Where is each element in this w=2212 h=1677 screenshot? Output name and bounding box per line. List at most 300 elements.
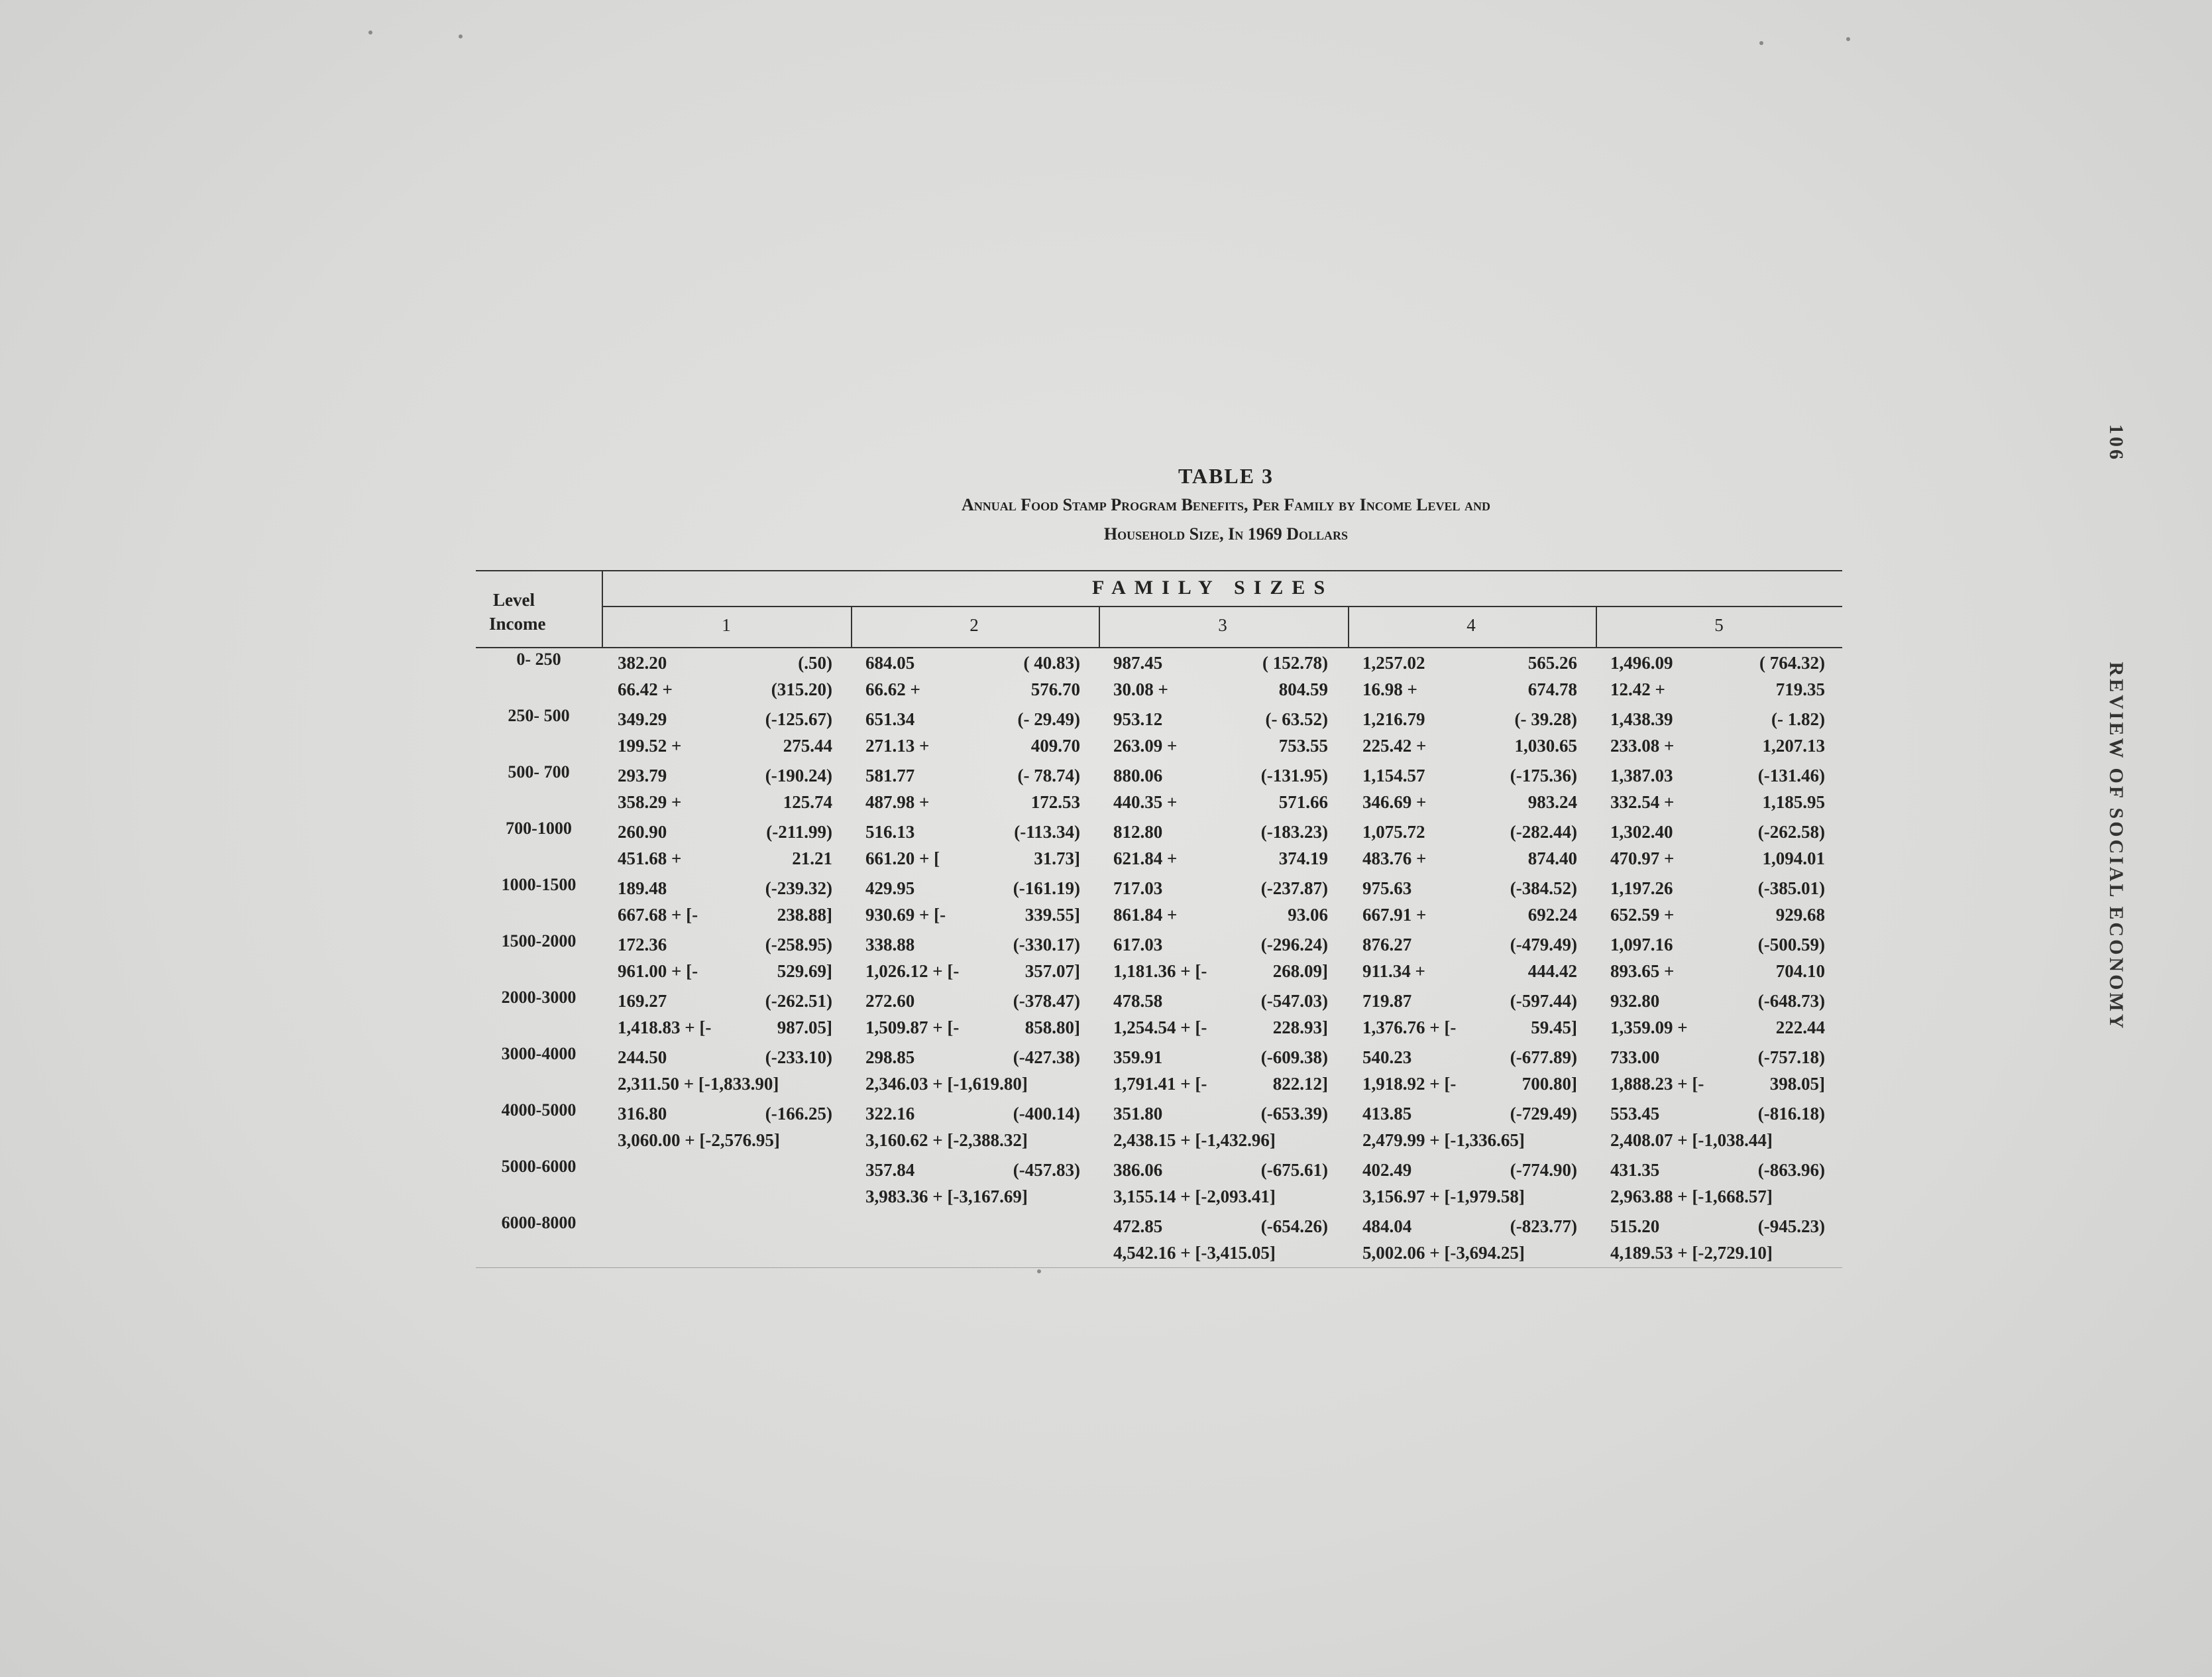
cell-value-right: (-609.38) (1260, 1047, 1328, 1067)
cell-line (851, 676, 1097, 703)
cell-value-left: 812.80 (1113, 822, 1163, 842)
cell-value-right: 529.69] (777, 961, 832, 981)
benefit-cell (1099, 1100, 1345, 1155)
benefit-cell (1596, 819, 1842, 873)
cell-value-left: 199.52 + (618, 736, 682, 756)
cell-line (1099, 1014, 1345, 1041)
cell-value-right: (-385.01) (1757, 878, 1825, 898)
cell-value-left: 1,387.03 (1610, 766, 1673, 785)
cell-line (1099, 762, 1345, 789)
benefit-cell (851, 650, 1097, 704)
cell-value-left: 2,438.15 + [-1,432.96] (1113, 1130, 1276, 1150)
cell-value-left: 30.08 + (1113, 679, 1168, 699)
benefit-cell (1596, 650, 1842, 704)
cell-value-left: 1,216.79 (1362, 709, 1425, 729)
side-header (2107, 424, 2127, 1220)
benefit-cell (1348, 650, 1594, 704)
cell-value-left: 349.29 (618, 709, 667, 729)
column-divider (1099, 607, 1100, 647)
cell-line (1099, 988, 1345, 1014)
cell-line (1348, 931, 1594, 958)
cell-value-right: 222.44 (1775, 1017, 1825, 1037)
benefit-cell (1099, 650, 1345, 704)
cell-value-right: (-282.44) (1510, 822, 1577, 842)
cell-line (851, 1157, 1097, 1183)
cell-line (603, 1240, 850, 1266)
cell-value-left: 987.45 (1113, 653, 1163, 673)
cell-value-right: (-823.77) (1510, 1216, 1577, 1236)
income-level-label: 250- 500 (508, 706, 570, 725)
column-header-size-5: 5 (1714, 615, 1724, 635)
cell-value-right: 987.05] (777, 1017, 832, 1037)
cell-value-left: 3,155.14 + [-2,093.41] (1113, 1186, 1276, 1206)
cell-value-right: 357.07] (1024, 961, 1080, 981)
cell-line (1596, 819, 1842, 845)
benefit-cell (1596, 875, 1842, 929)
cell-line (1099, 1183, 1345, 1210)
cell-value-left: 1,509.87 + [- (865, 1017, 960, 1037)
cell-value-right: 409.70 (1030, 736, 1080, 756)
cell-value-right: (-457.83) (1013, 1160, 1080, 1180)
cell-line (1596, 1014, 1842, 1041)
cell-value-left: 553.45 (1610, 1104, 1660, 1124)
cell-value-left: 667.91 + (1362, 905, 1427, 925)
cell-line (1099, 676, 1345, 703)
cell-value-left: 272.60 (865, 991, 915, 1011)
cell-value-left: 413.85 (1362, 1104, 1412, 1124)
cell-line (603, 931, 850, 958)
cell-line (1596, 1213, 1842, 1240)
column-header-size-4: 4 (1466, 615, 1476, 635)
cell-line (1099, 1044, 1345, 1070)
cell-value-right: 238.88] (777, 905, 832, 925)
income-level-label: 700-1000 (506, 819, 572, 838)
cell-value-left: 930.69 + [- (865, 905, 946, 925)
cell-line (851, 706, 1097, 732)
cell-line (851, 1100, 1097, 1127)
cell-value-left: 932.80 (1610, 991, 1660, 1011)
column-header-size-1: 1 (722, 615, 731, 635)
cell-value-right: (-479.49) (1510, 935, 1577, 954)
cell-value-right: (-945.23) (1757, 1216, 1825, 1236)
benefit-cell (1099, 706, 1345, 760)
benefit-cell (1348, 706, 1594, 760)
cell-value-right: 929.68 (1775, 905, 1825, 925)
cell-line (603, 1183, 850, 1210)
cell-value-left: 3,060.00 + [-2,576.95] (618, 1130, 780, 1150)
cell-value-right: (-675.61) (1260, 1160, 1328, 1180)
cell-value-right: (-125.67) (765, 709, 832, 729)
cell-value-left: 357.84 (865, 1160, 915, 1180)
cell-value-left: 733.00 (1610, 1047, 1660, 1067)
cell-value-left: 1,918.92 + [- (1362, 1074, 1457, 1094)
benefit-cell (603, 762, 850, 817)
cell-value-right: 93.06 (1288, 905, 1328, 925)
cell-line (1099, 958, 1345, 984)
cell-value-left: 470.97 + (1610, 848, 1675, 868)
cell-line (1348, 958, 1594, 984)
cell-line (1596, 762, 1842, 789)
cell-value-left: 1,791.41 + [- (1113, 1074, 1207, 1094)
cell-value-left: 1,097.16 (1610, 935, 1673, 954)
cell-line (851, 845, 1097, 872)
cell-value-left: 66.42 + (618, 679, 673, 699)
cell-value-left: 316.80 (618, 1104, 667, 1124)
income-level-label: 3000-4000 (501, 1044, 577, 1063)
cell-value-right: 692.24 (1527, 905, 1577, 925)
cell-value-right: (-239.32) (765, 878, 832, 898)
cell-value-right: 1,094.01 (1762, 848, 1825, 868)
cell-value-right: (-400.14) (1013, 1104, 1080, 1124)
cell-value-left: 953.12 (1113, 709, 1163, 729)
cell-line (1099, 1213, 1345, 1240)
cell-value-left: 975.63 (1362, 878, 1412, 898)
cell-value-right: 268.09] (1272, 961, 1328, 981)
cell-value-left: 4,542.16 + [-3,415.05] (1113, 1243, 1276, 1263)
cell-value-right: (-113.34) (1014, 822, 1080, 842)
cell-value-right: 700.80] (1521, 1074, 1577, 1094)
cell-line (1348, 650, 1594, 676)
cell-value-left: 2,408.07 + [-1,038.44] (1610, 1130, 1773, 1150)
cell-value-left: 358.29 + (618, 792, 682, 812)
cell-value-left: 4,189.53 + [-2,729.10] (1610, 1243, 1773, 1263)
cell-value-left: 1,026.12 + [- (865, 961, 960, 981)
cell-line (1099, 845, 1345, 872)
cell-value-right: 874.40 (1527, 848, 1577, 868)
cell-value-left: 5,002.06 + [-3,694.25] (1362, 1243, 1525, 1263)
cell-line (851, 931, 1097, 958)
cell-line (1099, 650, 1345, 676)
cell-line (603, 819, 850, 845)
benefit-cell (851, 988, 1097, 1042)
cell-value-right: (-384.52) (1510, 878, 1577, 898)
cell-value-right: (-175.36) (1510, 766, 1577, 785)
benefit-cell (1099, 1157, 1345, 1211)
cell-value-right: (-237.87) (1260, 878, 1328, 898)
cell-value-right: (-131.46) (1757, 766, 1825, 785)
benefit-cell (1099, 988, 1345, 1042)
benefit-cell (1348, 1044, 1594, 1098)
cell-value-right: 704.10 (1775, 961, 1825, 981)
cell-line (1099, 1240, 1345, 1266)
cell-line (603, 789, 850, 815)
cell-value-right: (-863.96) (1757, 1160, 1825, 1180)
benefit-cell (1348, 1100, 1594, 1155)
cell-line (1596, 988, 1842, 1014)
table-caption-line-1: Annual Food Stamp Program Benefits, Per Family by Income Level and (961, 495, 1491, 514)
cell-value-right: 983.24 (1527, 792, 1577, 812)
benefit-cell (603, 1100, 850, 1155)
cell-value-left: 487.98 + (865, 792, 930, 812)
cell-value-left: 66.62 + (865, 679, 920, 699)
cell-value-left: 667.68 + [- (618, 905, 698, 925)
cell-value-left: 260.90 (618, 822, 667, 842)
cell-line (1596, 676, 1842, 703)
cell-value-right: 59.45] (1531, 1017, 1577, 1037)
cell-line (851, 1070, 1097, 1097)
benefit-cell (1348, 875, 1594, 929)
cell-value-left: 169.27 (618, 991, 667, 1011)
cell-value-right: ( 40.83) (1023, 653, 1080, 673)
cell-value-left: 263.09 + (1113, 736, 1178, 756)
cell-line (1348, 1157, 1594, 1183)
cell-value-right: 576.70 (1030, 679, 1080, 699)
cell-value-left: 893.65 + (1610, 961, 1675, 981)
cell-line (603, 1127, 850, 1153)
table-bottom-rule (476, 1267, 1842, 1268)
cell-value-right: (-816.18) (1757, 1104, 1825, 1124)
cell-value-left: 2,963.88 + [-1,668.57] (1610, 1186, 1773, 1206)
cell-line (851, 958, 1097, 984)
cell-line (1348, 762, 1594, 789)
top-rule (476, 570, 1842, 571)
cell-value-right: (- 78.74) (1017, 766, 1080, 785)
cell-value-right: 804.59 (1278, 679, 1328, 699)
cell-value-left: 322.16 (865, 1104, 915, 1124)
cell-line (1348, 732, 1594, 759)
benefit-cell (1596, 1157, 1842, 1211)
cell-value-right: (315.20) (771, 679, 832, 699)
cell-line (1596, 650, 1842, 676)
cell-value-right: 444.42 (1527, 961, 1577, 981)
scan-speck (368, 30, 372, 34)
benefit-cell (1099, 819, 1345, 873)
cell-value-left: 478.58 (1113, 991, 1163, 1011)
cell-line (851, 1183, 1097, 1210)
cell-line (851, 1213, 1097, 1240)
benefit-cell (851, 1044, 1097, 1098)
column-header-size-2: 2 (969, 615, 979, 635)
cell-value-left: 717.03 (1113, 878, 1163, 898)
cell-value-left: 516.13 (865, 822, 915, 842)
cell-line (851, 650, 1097, 676)
cell-value-left: 652.59 + (1610, 905, 1675, 925)
cell-line (1596, 1183, 1842, 1210)
cell-line (603, 676, 850, 703)
cell-value-left: 338.88 (865, 935, 915, 954)
cell-value-right: (-258.95) (765, 935, 832, 954)
benefit-cell (1099, 762, 1345, 817)
cell-value-left: 651.34 (865, 709, 915, 729)
cell-value-left: 1,302.40 (1610, 822, 1673, 842)
cell-line (1596, 901, 1842, 928)
cell-line (1596, 1044, 1842, 1070)
benefit-cell (851, 819, 1097, 873)
cell-value-left: 515.20 (1610, 1216, 1660, 1236)
cell-value-right: (-774.90) (1510, 1160, 1577, 1180)
cell-value-right: (-330.17) (1013, 935, 1080, 954)
cell-value-left: 876.27 (1362, 935, 1412, 954)
cell-value-left: 402.49 (1362, 1160, 1412, 1180)
benefit-cell (1596, 706, 1842, 760)
cell-line (851, 1127, 1097, 1153)
cell-value-right: (-757.18) (1757, 1047, 1825, 1067)
cell-value-right: 339.55] (1024, 905, 1080, 925)
benefit-cell (1596, 762, 1842, 817)
cell-value-right: 674.78 (1527, 679, 1577, 699)
family-sizes-underline (603, 606, 1842, 607)
cell-line (1348, 845, 1594, 872)
cell-line (1348, 1127, 1594, 1153)
cell-value-right: 374.19 (1278, 848, 1328, 868)
cell-value-right: 172.53 (1030, 792, 1080, 812)
cell-value-right: (-547.03) (1260, 991, 1328, 1011)
cell-line (851, 988, 1097, 1014)
cell-line (1348, 988, 1594, 1014)
cell-value-right: (-131.95) (1260, 766, 1328, 785)
scan-speck (1846, 37, 1850, 41)
benefit-cell (1099, 875, 1345, 929)
benefit-cell (603, 650, 850, 704)
cell-line (1348, 1240, 1594, 1266)
cell-line (603, 1070, 850, 1097)
cell-value-left: 581.77 (865, 766, 915, 785)
cell-line (851, 875, 1097, 901)
benefit-cell (1099, 931, 1345, 986)
scan-speck (1037, 1269, 1041, 1273)
cell-line (1099, 1157, 1345, 1183)
cell-value-left: 483.76 + (1362, 848, 1427, 868)
cell-line (603, 845, 850, 872)
benefit-cell (1596, 1100, 1842, 1155)
cell-line (1348, 819, 1594, 845)
cell-value-right: (-597.44) (1510, 991, 1577, 1011)
cell-value-right: 125.74 (783, 792, 832, 812)
cell-value-left: 472.85 (1113, 1216, 1163, 1236)
scan-speck (459, 34, 463, 38)
cell-value-left: 271.13 + (865, 736, 930, 756)
benefit-cell (851, 875, 1097, 929)
cell-value-left: 3,156.97 + [-1,979.58] (1362, 1186, 1525, 1206)
cell-line (603, 732, 850, 759)
cell-line (1099, 1100, 1345, 1127)
cell-line (603, 1044, 850, 1070)
table-title-block (477, 464, 1975, 547)
cell-value-left: 1,197.26 (1610, 878, 1673, 898)
cell-value-left: 617.03 (1113, 935, 1163, 954)
income-level-label: 2000-3000 (501, 988, 577, 1007)
cell-value-right: ( 764.32) (1759, 653, 1825, 673)
cell-line (851, 789, 1097, 815)
cell-line (1348, 1044, 1594, 1070)
cell-value-left: 3,983.36 + [-3,167.69] (865, 1186, 1028, 1206)
cell-value-right: 398.05] (1769, 1074, 1825, 1094)
cell-line (851, 1044, 1097, 1070)
cell-value-left: 2,346.03 + [-1,619.80] (865, 1074, 1028, 1094)
header-bottom-rule (476, 647, 1842, 648)
benefit-cell (1099, 1213, 1345, 1267)
cell-line (603, 875, 850, 901)
benefit-cell (603, 706, 850, 760)
benefit-cell (851, 1100, 1097, 1155)
cell-line (603, 1157, 850, 1183)
cell-value-left: 298.85 (865, 1047, 915, 1067)
income-level-label: 1000-1500 (501, 875, 577, 894)
row-header-level: Level (493, 590, 535, 610)
cell-line (603, 958, 850, 984)
benefit-cell (603, 1157, 850, 1211)
cell-value-right: 275.44 (783, 736, 832, 756)
column-divider (1596, 607, 1597, 647)
cell-value-right: 1,207.13 (1762, 736, 1825, 756)
cell-line (603, 988, 850, 1014)
cell-value-left: 1,376.76 + [- (1362, 1017, 1457, 1037)
cell-value-right: (- 1.82) (1771, 709, 1825, 729)
benefit-cell (851, 1213, 1097, 1267)
cell-value-left: 293.79 (618, 766, 667, 785)
cell-value-left: 189.48 (618, 878, 667, 898)
family-sizes-title: FAMILY SIZES (1092, 577, 1334, 599)
cell-value-left: 440.35 + (1113, 792, 1178, 812)
benefit-cell (851, 762, 1097, 817)
cell-line (1596, 706, 1842, 732)
cell-line (851, 762, 1097, 789)
benefit-cell (603, 988, 850, 1042)
cell-value-right: (-262.51) (765, 991, 832, 1011)
cell-value-left: 386.06 (1113, 1160, 1163, 1180)
cell-value-left: 911.34 + (1362, 961, 1425, 981)
benefit-cell (603, 1044, 850, 1098)
benefit-cell (851, 706, 1097, 760)
benefit-cell (1348, 819, 1594, 873)
cell-value-left: 861.84 + (1113, 905, 1178, 925)
cell-value-right: (-648.73) (1757, 991, 1825, 1011)
cell-value-left: 2,311.50 + [-1,833.90] (618, 1074, 779, 1094)
cell-line (1596, 1240, 1842, 1266)
cell-value-right: (-378.47) (1013, 991, 1080, 1011)
cell-value-right: 858.80] (1024, 1017, 1080, 1037)
benefit-cell (1348, 1157, 1594, 1211)
cell-value-right: 822.12] (1272, 1074, 1328, 1094)
cell-line (851, 1240, 1097, 1266)
cell-line (1099, 1070, 1345, 1097)
cell-value-left: 351.80 (1113, 1104, 1163, 1124)
cell-value-right: 31.73] (1034, 848, 1080, 868)
cell-line (1099, 819, 1345, 845)
column-header-size-3: 3 (1218, 615, 1227, 635)
cell-value-right: 753.55 (1278, 736, 1328, 756)
cell-line (1348, 676, 1594, 703)
cell-line (851, 732, 1097, 759)
cell-value-left: 484.04 (1362, 1216, 1412, 1236)
cell-line (603, 901, 850, 928)
running-head: REVIEW OF SOCIAL ECONOMY (2105, 662, 2127, 1031)
cell-line (1596, 732, 1842, 759)
cell-value-right: (- 63.52) (1265, 709, 1328, 729)
cell-line (1596, 1157, 1842, 1183)
cell-line (1348, 901, 1594, 928)
cell-value-left: 172.36 (618, 935, 667, 954)
cell-value-left: 1,418.83 + [- (618, 1017, 712, 1037)
table-number: TABLE 3 (1178, 464, 1274, 488)
cell-value-right: (-677.89) (1510, 1047, 1577, 1067)
cell-value-right: (-161.19) (1013, 878, 1080, 898)
cell-value-left: 382.20 (618, 653, 667, 673)
cell-value-left: 346.69 + (1362, 792, 1427, 812)
cell-line (851, 819, 1097, 845)
cell-value-right: (- 39.28) (1514, 709, 1577, 729)
cell-line (1596, 1070, 1842, 1097)
cell-line (603, 650, 850, 676)
benefit-cell (1596, 988, 1842, 1042)
income-level-label: 4000-5000 (501, 1100, 577, 1120)
row-header-income: Income (489, 614, 546, 634)
cell-value-right: (-654.26) (1260, 1216, 1328, 1236)
cell-line (851, 1014, 1097, 1041)
cell-value-left: 12.42 + (1610, 679, 1665, 699)
benefit-cell (851, 1157, 1097, 1211)
cell-value-left: 540.23 (1362, 1047, 1412, 1067)
